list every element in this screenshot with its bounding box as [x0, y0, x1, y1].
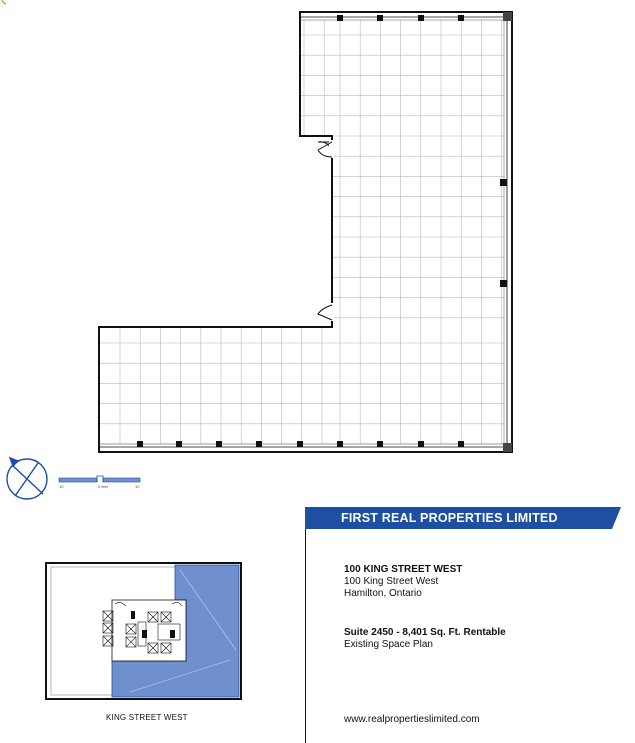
property-name: 100 KING STREET WEST — [344, 564, 463, 575]
suite-subtitle: Existing Space Plan — [344, 639, 433, 650]
property-address — [344, 564, 462, 600]
property-city: Hamilton, Ontario — [344, 588, 422, 599]
corner-mark — [2, 0, 6, 4]
svg-text:10: 10 — [59, 484, 64, 489]
suite-title: Suite 2450 - 8,401 Sq. Ft. Rentable — [344, 627, 506, 638]
street-label: KING STREET WEST — [106, 713, 188, 722]
key-plan — [46, 563, 241, 699]
scale-bar — [59, 476, 140, 489]
compass-icon — [7, 458, 47, 499]
company-name: FIRST REAL PROPERTIES LIMITED — [341, 511, 558, 525]
divider-line — [305, 529, 306, 743]
website-link[interactable]: www.realpropertieslimited.com — [344, 714, 480, 725]
suite-outline — [99, 12, 512, 452]
suite-info — [344, 627, 506, 651]
svg-text:0 feet: 0 feet — [98, 484, 109, 489]
svg-text:10: 10 — [135, 484, 140, 489]
property-street: 100 King Street West — [344, 576, 439, 587]
ceiling-grid — [99, 20, 504, 444]
